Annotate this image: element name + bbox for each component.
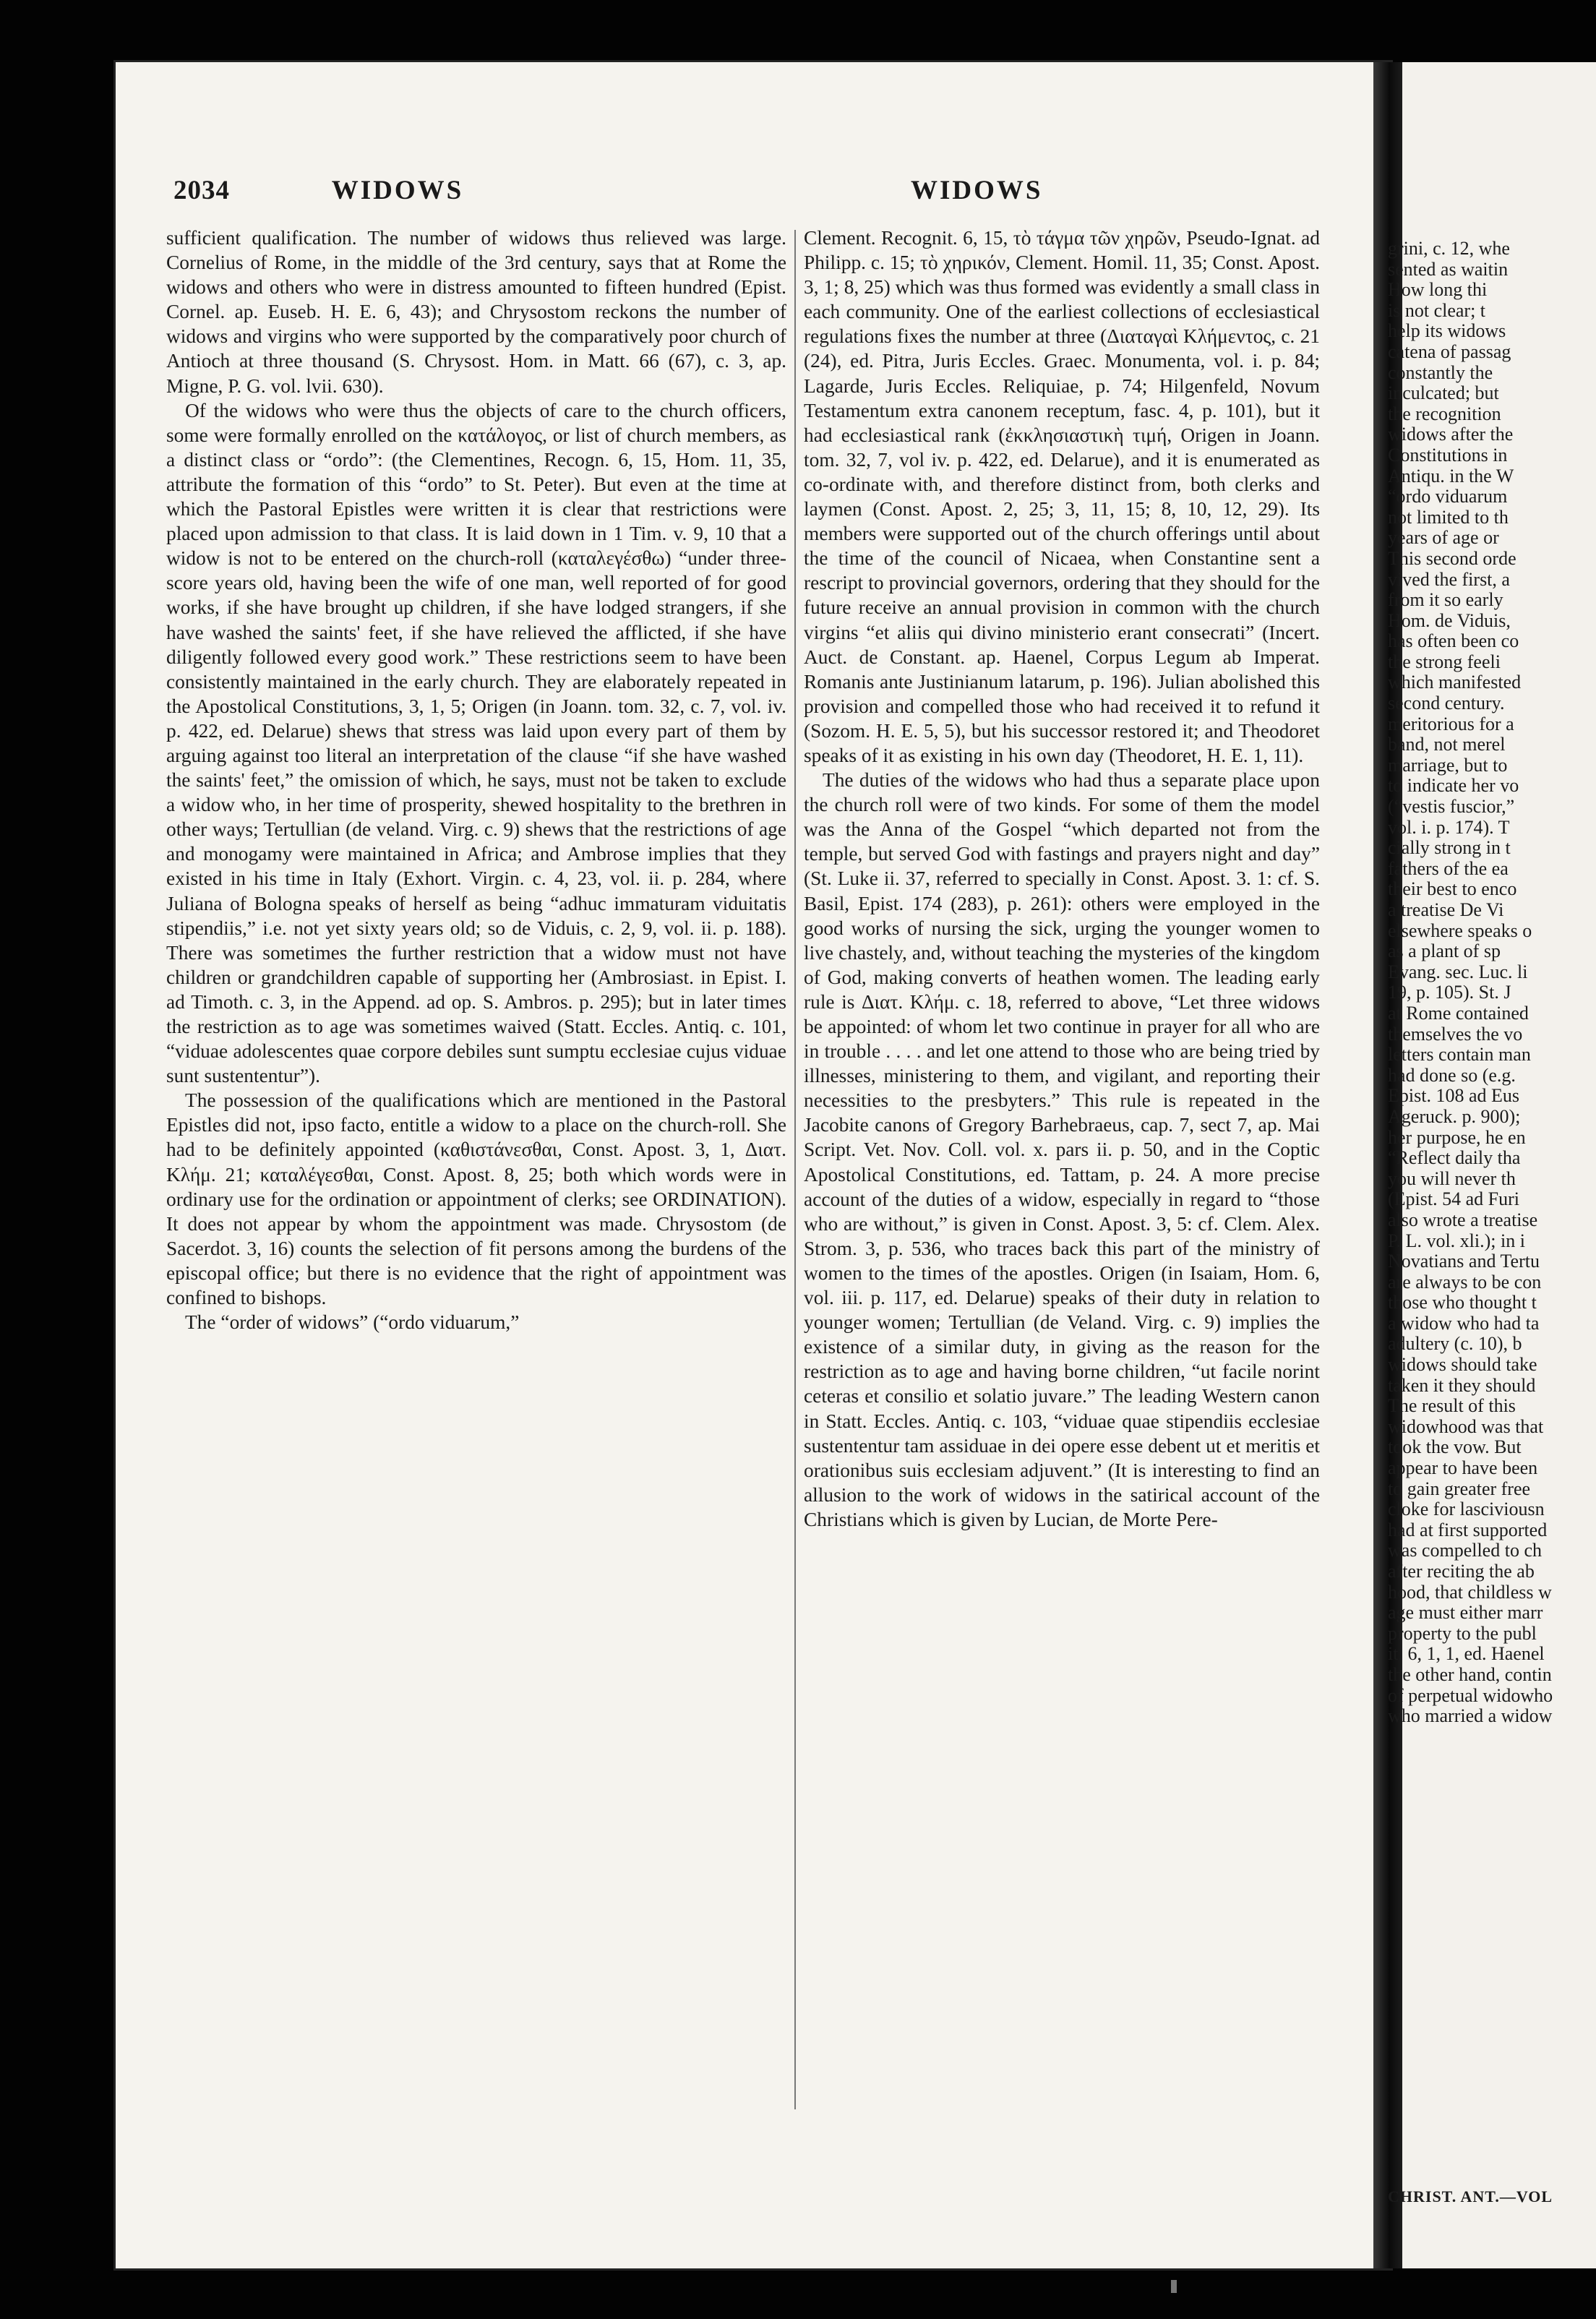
middle-text-column <box>804 226 1320 2141</box>
fragment-line: took the vow. But <box>1388 1436 1522 1458</box>
fragment-line: second century. <box>1388 693 1505 714</box>
fragment-line: their best to enco <box>1388 878 1517 900</box>
fragment-line: not limited to th <box>1388 506 1509 528</box>
fragment-line: taken it they should <box>1388 1374 1536 1396</box>
fragment-line: at Rome contained <box>1388 1002 1529 1024</box>
fragment-line: hood, that childless w <box>1388 1581 1552 1603</box>
fragment-line: as a plant of sp <box>1388 940 1501 962</box>
fragment-line: Antiqu. in the W <box>1388 465 1514 486</box>
fragment-line: 19, p. 105). St. J <box>1388 982 1511 1003</box>
paragraph: The possession of the qualifications which are mentioned in the Pastoral Epistles did not, ipso facto, entitle a widow to a place on the church-roll. She had to be definitely appointed (καθιστάνεσθαι, Const. Apost. 3, 1, Διατ. Κλήμ. 21; καταλέγεσθαι, Const. Apost. 8, 25; both which words were in ordinary use for the ordination or appointment of clerks; see ORDINATION). It does not appear by whom the appointment was made. Chrysostom (de Sacerdot. 3, 16) counts the selection of fit persons among the burdens of the episcopal office; but there is no evidence that the right of appointment was confined to bishops. <box>166 1089 786 1309</box>
fragment-line: band, not merel <box>1388 734 1506 755</box>
fragment-line: inculcated; but <box>1388 382 1499 404</box>
fragment-line: sented as waitin <box>1388 258 1509 280</box>
fragment-line: This second orde <box>1388 547 1516 569</box>
fragment-line: to gain greater free <box>1388 1478 1531 1499</box>
fragment-line: vived the first, a <box>1388 568 1510 590</box>
fragment-line: adultery (c. 10), b <box>1388 1333 1522 1355</box>
column-title-left: WIDOWS <box>331 176 464 205</box>
right-page-text-fragment <box>1388 239 1569 2046</box>
fragment-line: from it so early <box>1388 589 1503 611</box>
fragment-line: “Reflect daily tha <box>1388 1147 1521 1169</box>
fragment-line: was compelled to ch <box>1388 1540 1542 1561</box>
fragment-line: which manifested <box>1388 672 1522 693</box>
column-title-right: WIDOWS <box>911 176 1043 205</box>
fragment-line: (Epist. 54 ad Furi <box>1388 1188 1519 1210</box>
left-text-column <box>166 226 786 2141</box>
fragment-line: a widow who had ta <box>1388 1312 1540 1334</box>
fragment-line: also wrote a treatise <box>1388 1209 1538 1230</box>
paragraph: The duties of the widows who had thus a separate place upon the church roll were of two kinds. For some of them the model was the Anna of the Gospel “which departed not from the temple, but served God with fastings and prayers night and day” (St. Luke ii. 37, referred to specially in Const. Apost. 3. 1: cf. S. Basil, Epist. 174 (283), p. 261): others were employed in the good works of nursing the sick, urging the younger women to live chastely, and, without teaching the mysteries of the kingdom of God, making converts of heathen women. The leading early rule is Διατ. Κλήμ. c. 18, referred to above, “Let three widows be appointed: of whom let two continue in prayer for all who are in trouble . . . . and let one attend to those who are being tried by illnesses, ministering to them, and vigilant, and reporting their necessities to the presbyters.” This rule is repeated in the Jacobite canons of Gregory Barhebraeus, cap. 7, sect 7, ap. Mai Script. Vet. Nov. Coll. vol. x. pars ii. p. 50, and in the Coptic Apostolical Constitutions, ed. Tattam, p. 24. A more precise account of the duties of a widow, especially in regard to “those who are without,” is given in Const. Apost. 3, 5: cf. Clem. Alex. Strom. 3, p. 536, who traces back this part of the ministry of women to the times of the apostles. Origen (in Isaiam, Hom. 6, vol. iii. p. 117, ed. Delarue) speaks of their duty in relation to younger women; Tertullian (de Veland. Virg. c. 9) implies the existence of a similar duty, in giving as the reason for the restriction as to age and having borne children, “ut facile norint ceteras et consilio et solatio juvare.” The leading Western canon in Statt. Eccles. Antiq. c. 103, “viduae quae stipendiis ecclesiae sustententur tam assiduae in dei opere esse debent ut et meritis et orationibus suis ecclesiam adjuvent.” (It is interesting to find an allusion to the work of widows in the satirical account of the Christians which is given by Lucian, de Morte Pere- <box>804 769 1320 1530</box>
fragment-line: age must either marr <box>1388 1602 1543 1624</box>
fragment-line: (“vestis fuscior,” <box>1388 796 1515 818</box>
fragment-line: The result of this <box>1388 1395 1516 1417</box>
fragment-line: widows should take <box>1388 1354 1537 1376</box>
fragment-line: constantly the <box>1388 361 1493 383</box>
fragment-line: How long thi <box>1388 279 1488 301</box>
fragment-line: has often been co <box>1388 630 1519 652</box>
fragment-line: Ageruck. p. 900); <box>1388 1105 1521 1127</box>
fragment-line: it. 6, 1, 1, ed. Haenel <box>1388 1643 1545 1665</box>
fragment-line: fathers of the ea <box>1388 857 1509 879</box>
paragraph: Clement. Recognit. 6, 15, τὸ τάγμα τῶν χηρῶν, Pseudo-Ignat. ad Philipp. c. 15; τὸ χηρικόν, Clement. Homil. 11, 35; Const. Apost. 3, 1; 8, 25) which was thus formed was evidently a small class in each community. One of the earliest collections of ecclesiastical regulations fixes the number at three (Διαταγαὶ Κλήμεντος, c. 21 (24), ed. Pitra, Juris Eccles. Graec. Monumenta, vol. i. p. 84; Lagarde, Juris Eccles. Reliquiae, p. 74; Hilgenfeld, Novum Testamentum extra canonem receptum, fasc. 4, p. 101), but it had ecclesiastical rank (ἐκκλησιαστικὴ τιμή, Origen in Joann. tom. 32, 7, vol iv. p. 422, ed. Delarue), and it is enumerated as co-ordinate with, and therefore distinct from, both clerks and laymen (Const. Apost. 2, 25; 3, 11, 15; 8, 10, 12, 29). Its members were supported out of the church offerings until about the time of the council of Nicaea, when Constantine sent a rescript to provincial governors, ordering that they should for the future receive an annual provision in common with the church virgins “et aliis qui divino ministerio erant consecrati” (Incert. Auct. de Constant. ap. Haenel, Corpus Legum ab Imperat. Romanis ante Justinianum latarum, p. 196). Julian abolished this provision and compelled those who had received it to refund it (Sozom. H. E. 5, 5), but his successor restored it; and Theodoret speaks of it as existing in his own day (Theodoret, H. E. 1, 11). <box>804 227 1320 766</box>
fragment-line: years of age or <box>1388 527 1499 549</box>
fragment-line: the other hand, contin <box>1388 1663 1552 1685</box>
fragment-line: are always to be con <box>1388 1271 1542 1293</box>
fragment-line: the strong feeli <box>1388 651 1501 672</box>
fragment-line: to indicate her vo <box>1388 775 1519 797</box>
fragment-line: cially strong in t <box>1388 837 1511 859</box>
fragment-line: letters contain man <box>1388 1044 1531 1066</box>
fragment-line: property to the publ <box>1388 1622 1537 1644</box>
fragment-line: “ordo viduarum <box>1388 486 1508 507</box>
page-number: 2034 <box>173 176 230 205</box>
fragment-line: who married a widow <box>1388 1705 1553 1727</box>
fragment-line: you will never th <box>1388 1167 1516 1189</box>
fragment-line: of perpetual widowho <box>1388 1684 1553 1706</box>
fragment-line: Novatians and Tertu <box>1388 1251 1540 1272</box>
paragraph: Of the widows who were thus the objects of care to the church officers, some were formally enrolled on the κατάλογος, or list of church members, as a distinct class or “ordo”: (the Clementines, Recogn. 6, 15, Hom. 11, 35, attribute the formation of this “ordo” to St. Peter). But even at the time at which the Pastoral Epistles were written it is clear that restrictions were placed upon admission to that class. It is laid down in 1 Tim. v. 9, 10 that a widow is not to be entered on the church-roll (καταλεγέσθω) “under three-score years old, having been the wife of one man, well reported of for good works, if she have brought up children, if she have lodged strangers, if she have washed the saints' feet, if she have relieved the afflicted, if she have diligently followed every good work.” These restrictions seem to have been consistently maintained in the early church. They are elaborately repeated in the Apostolical Constitutions, 3, 1, 5; Origen (in Joann. tom. 32, c. 7, vol. iv. p. 422, ed. Delarue) shews that stress was laid upon every part of them by arguing against too literal an interpretation of the clause “if she have washed the saints' feet,” the omission of which, he says, must not be taken to exclude a widow who, in her time of prosperity, shewed hospitality to the brethren in other ways; Tertullian (de veland. Virg. c. 9) shews that the restrictions of age and monogamy were maintained in Africa; and Ambrose implies that they existed in his time in Italy (Exhort. Virgin. c. 4, 23, vol. ii. p. 284, where Juliana of Bologna speaks of herself as being “adhuc immaturam viduitatis stipendiis,” i.e. not yet sixty years old; so de Viduis, c. 2, 9, vol. ii. p. 188). There was sometimes the further restriction that a widow must not have children or grandchildren capable of supporting her (Ambrosiast. in Epist. I. ad Timoth. c. 3, in the Append. ad op. S. Ambros. p. 295); but in later times the restriction as to age was sometimes waived (Statt. Eccles. Antiq. c. 101, “viduae adolescentes quae corpore debiles sunt sumptu ecclesiae cujus viduae sunt sustententur”). <box>166 399 786 1087</box>
fragment-line: Constitutions in <box>1388 444 1508 466</box>
fragment-line: marriage, but to <box>1388 754 1508 776</box>
fragment-line: Hom. de Viduis, <box>1388 609 1511 631</box>
fragment-line: is not clear; t <box>1388 299 1486 321</box>
fragment-line: those who thought t <box>1388 1292 1537 1313</box>
fragment-line: vol. i. p. 174). T <box>1388 816 1510 838</box>
column-divider <box>794 230 796 2109</box>
page-footer: CHRIST. ANT.—VOL <box>1388 2187 1553 2206</box>
fragment-line: Evang. sec. Luc. li <box>1388 961 1528 982</box>
fragment-line: themselves the vo <box>1388 1023 1523 1045</box>
fragment-line: meritorious for a <box>1388 713 1514 734</box>
fragment-line: her purpose, he en <box>1388 1126 1526 1148</box>
fragment-line: had at first supported <box>1388 1519 1548 1540</box>
fragment-line: widows after the <box>1388 424 1514 445</box>
fragment-line: had done so (e.g. <box>1388 1064 1516 1086</box>
paragraph: The “order of widows” (“ordo viduarum,” <box>185 1311 520 1334</box>
fragment-line: after reciting the ab <box>1388 1561 1535 1582</box>
fragment-line: widowhood was that <box>1388 1415 1544 1437</box>
paragraph: sufficient qualification. The number of widows thus relieved was large. Cornelius of Rome, in the middle of the 3rd century, says that at Rome the widows and others who were in distress amounted to fifteen hundred (Epist. Cornel. ap. Euseb. H. E. 6, 43); and Chrysostom reckons the number of widows and virgins who were supported by the comparatively poor church of Antioch at three thousand (S. Chrysost. Hom. in Matt. 66 (67), c. 3, ap. Migne, P. G. vol. lvii. 630). <box>166 227 786 397</box>
fragment-line: catena of passag <box>1388 340 1511 362</box>
running-head <box>0 175 1596 210</box>
fragment-line: help its widows <box>1388 320 1506 342</box>
fragment-line: the recognition <box>1388 403 1501 424</box>
fragment-line: grini, c. 12, whe <box>1388 239 1510 259</box>
fragment-line: appear to have been <box>1388 1457 1538 1479</box>
fragment-line: cloke for lasciviousn <box>1388 1499 1545 1520</box>
fragment-line: elsewhere speaks o <box>1388 920 1532 941</box>
scan-speck <box>1171 2280 1177 2293</box>
fragment-line: Epist. 108 ad Eus <box>1388 1085 1519 1107</box>
fragment-line: a treatise De Vi <box>1388 899 1504 920</box>
fragment-line: P. L. vol. xli.); in i <box>1388 1230 1525 1251</box>
